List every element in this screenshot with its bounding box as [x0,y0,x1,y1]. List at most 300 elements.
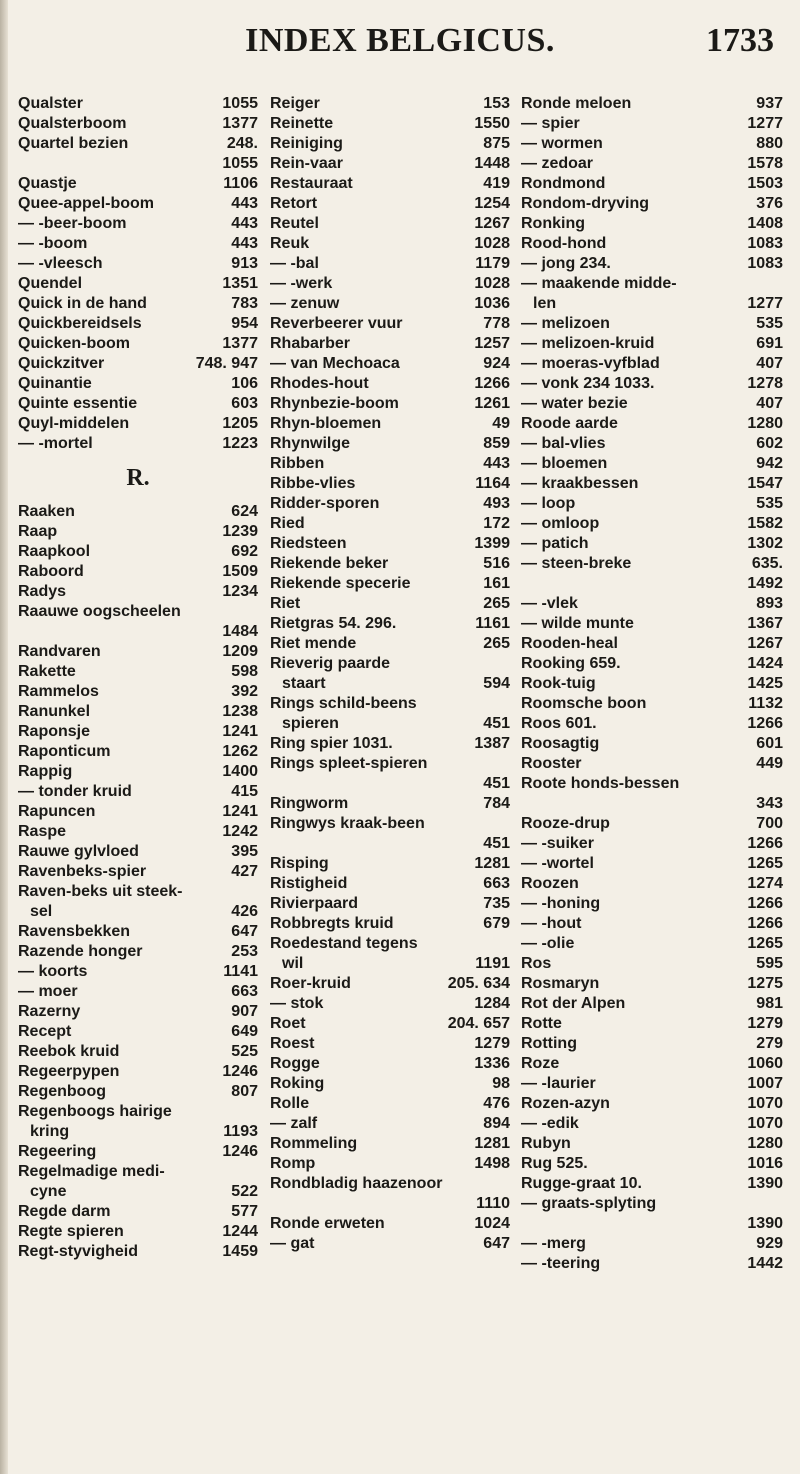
entry-term: Ronde erweten [270,1215,385,1232]
entry-term: Rondbladig haazenoor [270,1175,443,1192]
entry-page-ref: 106 [231,375,258,392]
index-entry [521,374,783,394]
entry-term: Ringwys kraak-been [270,815,425,832]
entry-page-ref: 161 [483,575,510,592]
entry-term: — -bal [270,255,319,272]
entry-page-ref: 1367 [747,615,783,632]
entry-term: — moeras-vyfblad [521,355,660,372]
index-entry [270,814,510,854]
entry-page-ref: 893 [756,595,783,612]
entry-term: — wormen [521,135,603,152]
entry-page-ref: 1265 [747,935,783,952]
entry-page-ref: 1582 [747,515,783,532]
entry-page-ref: 1193 [223,1123,258,1140]
index-entry [270,954,510,974]
index-entry [521,934,783,954]
index-entry [18,982,258,1002]
entry-term: — kraakbessen [521,475,639,492]
index-entry [270,894,510,914]
entry-page-ref: 522 [231,1183,258,1200]
index-entry [270,594,510,614]
entry-term: Ridder-sporen [270,495,380,512]
index-entry [18,782,258,802]
entry-term: Raponticum [18,743,111,760]
index-entry [270,614,510,634]
index-entry [270,694,510,714]
entry-term: Quicken-boom [18,335,131,352]
entry-page-ref: 1400 [222,763,258,780]
index-entry [18,334,258,354]
entry-term: Rammelos [18,683,99,700]
entry-term: Raaken [18,503,75,520]
entry-page-ref: 913 [231,255,258,272]
index-entry [521,1014,783,1034]
entry-page-ref: 265 [483,595,510,612]
entry-term: Quinantie [18,375,92,392]
index-entry [18,1202,258,1222]
entry-term: Roode aarde [521,415,618,432]
entry-page-ref: 1036 [474,295,510,312]
index-entry [521,1134,783,1154]
entry-term: Rotting [521,1035,577,1052]
index-entry [521,994,783,1014]
entry-page-ref: 880 [756,135,783,152]
entry-term: — bal-vlies [521,435,606,452]
index-entry [521,394,783,414]
entry-term: Rotte [521,1015,562,1032]
entry-page-ref: 635. [751,555,783,572]
entry-page-ref: 493 [483,495,510,512]
entry-term: Rietgras 54. 296. [270,615,397,632]
index-entry [521,234,783,254]
entry-page-ref: 1266 [474,375,510,392]
entry-page-ref: 1280 [747,1135,783,1152]
entry-term: — omloop [521,515,600,532]
index-entry [18,394,258,414]
entry-term: Rings spleet-spieren [270,755,428,772]
entry-term: Roze [521,1055,560,1072]
entry-page-ref: 451 [483,835,510,852]
entry-page-ref: 647 [483,1235,510,1252]
index-entry [521,154,783,174]
index-entry [270,454,510,474]
index-entry [521,214,783,234]
entry-term: — vonk 234 1033. [521,375,655,392]
index-entry [270,114,510,134]
entry-page-ref: 1265 [747,855,783,872]
entry-page-ref: 407 [756,355,783,372]
index-entry [521,1174,783,1194]
entry-page-ref: 535 [756,495,783,512]
index-entry [521,1234,783,1254]
entry-page-ref: 601 [756,735,783,752]
entry-page-ref: 1110 [476,1195,510,1212]
entry-term: Rhodes-hout [270,375,369,392]
index-entry [521,534,783,554]
entry-term: — -honing [521,895,601,912]
index-entry [270,874,510,894]
entry-term: — steen-breke [521,555,632,572]
page-header [0,22,800,62]
index-entry [18,294,258,314]
entry-page-ref: 1070 [747,1095,783,1112]
entry-term: Restauraat [270,175,353,192]
index-entry [18,1162,258,1182]
entry-term: Raapkool [18,543,91,560]
entry-page-ref: 942 [756,455,783,472]
entry-term: Ribbe-vlies [270,475,356,492]
entry-page-ref: 1266 [747,715,783,732]
index-entry [521,274,783,294]
index-entry [18,234,258,254]
entry-page-ref: 598 [231,663,258,680]
index-entry [521,954,783,974]
entry-term: — patich [521,535,589,552]
entry-term: Rondmond [521,175,606,192]
entry-term: Rooze-drup [521,815,610,832]
index-entry [18,354,258,374]
entry-page-ref: 1055 [222,155,258,172]
entry-term: Rooden-heal [521,635,618,652]
index-entry [270,94,510,114]
index-entry [521,294,783,314]
entry-term: Riedsteen [270,535,347,552]
entry-term: — loop [521,495,576,512]
entry-term: — -vlek [521,595,578,612]
entry-page-ref: 427 [231,863,258,880]
entry-page-ref: 1209 [222,643,258,660]
entry-term: Ribben [270,455,325,472]
entry-page-ref: 1578 [747,155,783,172]
entry-page-ref: 1241 [222,803,258,820]
index-entry [270,994,510,1014]
entry-page-ref: 1244 [222,1223,258,1240]
entry-page-ref: 1106 [223,175,258,192]
index-entry [18,542,258,562]
entry-page-ref: 1277 [747,295,783,312]
index-entry [18,1182,258,1202]
entry-page-ref: 449 [756,755,783,772]
index-entry [18,134,258,154]
entry-page-ref: 1164 [475,475,510,492]
entry-term: Regenboogs hairige [18,1103,172,1120]
entry-page-ref: 1246 [222,1143,258,1160]
entry-term: Quickbereidsels [18,315,142,332]
entry-page-ref: 1239 [222,523,258,540]
entry-page-ref: 1336 [474,1055,510,1072]
entry-term: Rooking 659. [521,655,621,672]
entry-term: Rooster [521,755,582,772]
entry-page-ref: 376 [756,195,783,212]
index-entry [270,854,510,874]
entry-term: Riet mende [270,635,357,652]
entry-page-ref: 1267 [474,215,510,232]
entry-term: Razende honger [18,943,143,960]
entry-term: len [533,295,557,312]
index-entry [521,1074,783,1094]
entry-term: Roet [270,1015,306,1032]
entry-term: Rolle [270,1095,310,1112]
index-entry [270,1114,510,1134]
entry-term: — stok [270,995,324,1012]
index-entry [18,174,258,194]
index-entry [270,1214,510,1234]
entry-page-ref: 647 [231,923,258,940]
index-entry [521,554,783,574]
entry-term: Rubyn [521,1135,571,1152]
index-entry [18,1062,258,1082]
entry-term: Randvaren [18,643,101,660]
index-entry [521,354,783,374]
entry-term: Rappig [18,763,73,780]
entry-term: Retort [270,195,318,212]
entry-term: Rapuncen [18,803,96,820]
index-entry [18,1122,258,1142]
entry-page-ref: 1254 [474,195,510,212]
index-entry [521,874,783,894]
index-entry [270,654,510,674]
index-entry [270,374,510,394]
entry-page-ref: 343 [756,795,783,812]
index-title: INDEX BELGICUS. [245,22,555,59]
index-entry [270,1054,510,1074]
entry-term: Reverbeerer vuur [270,315,403,332]
entry-term: Reinette [270,115,334,132]
index-entry [270,1074,510,1094]
entry-term: Rieverig paarde [270,655,391,672]
index-entry [521,594,783,614]
entry-page-ref: 516 [483,555,510,572]
entry-page-ref: 1503 [747,175,783,192]
index-entry [521,334,783,354]
entry-page-ref: 1377 [222,335,258,352]
index-entry [270,974,510,994]
entry-page-ref: 1028 [474,235,510,252]
entry-term: Riet [270,595,301,612]
index-entry [18,962,258,982]
entry-term: Rivierpaard [270,895,359,912]
entry-term: Ristigheid [270,875,348,892]
entry-page-ref: 1266 [747,895,783,912]
entry-term: — -wortel [521,855,594,872]
entry-page-ref: 929 [756,1235,783,1252]
entry-page-ref: 859 [483,435,510,452]
entry-page-ref: 1351 [222,275,258,292]
entry-page-ref: 443 [231,235,258,252]
index-entry [521,94,783,114]
entry-page-ref: 807 [231,1083,258,1100]
entry-page-ref: 248. [226,135,258,152]
entry-page-ref: 476 [483,1095,510,1112]
entry-term: Quartel bezien [18,135,129,152]
entry-term: Raspe [18,823,67,840]
index-entry [521,734,783,754]
index-entry [18,942,258,962]
index-entry [18,414,258,434]
entry-page-ref: 1223 [222,435,258,452]
index-entry [18,522,258,542]
entry-term: — zedoar [521,155,594,172]
index-entry [521,654,783,674]
entry-term: Riekende specerie [270,575,411,592]
entry-term: Rommeling [270,1135,358,1152]
entry-page-ref: 603 [231,395,258,412]
entry-term: Regelmadige medi- [18,1163,165,1180]
entry-term: Rhyn-bloemen [270,415,382,432]
index-entry [18,762,258,782]
index-entry [521,414,783,434]
index-entry [18,1102,258,1122]
entry-page-ref: 954 [231,315,258,332]
entry-term: — van Mechoaca [270,355,400,372]
entry-term: — -beer-boom [18,215,127,232]
entry-term: Raponsje [18,723,91,740]
index-entry [18,582,258,602]
section-heading [18,454,258,502]
index-entry [521,494,783,514]
entry-page-ref: 1205 [222,415,258,432]
entry-term: Rhynbezie-boom [270,395,399,412]
entry-page-ref: 894 [483,1115,510,1132]
index-entry [270,354,510,374]
entry-page-ref: 1257 [474,335,510,352]
index-entry [18,94,258,114]
index-entry [521,894,783,914]
entry-term: — -laurier [521,1075,596,1092]
index-entry [18,1082,258,1102]
entry-term: — -hout [521,915,582,932]
entry-page-ref: 1275 [747,975,783,992]
entry-page-ref: 535 [756,315,783,332]
entry-page-ref: 784 [483,795,510,812]
entry-term: staart [282,675,326,692]
entry-page-ref: 1261 [474,395,510,412]
index-entry [270,1034,510,1054]
entry-page-ref: 1484 [222,623,258,640]
index-entry [521,614,783,634]
index-entry [521,254,783,274]
entry-page-ref: 778 [483,315,510,332]
entry-page-ref: 1083 [747,255,783,272]
entry-page-ref: 443 [231,195,258,212]
entry-term: Regt-styvigheid [18,1243,139,1260]
entry-term: — -merg [521,1235,586,1252]
entry-page-ref: 205. 634 [447,975,510,992]
index-entry [18,702,258,722]
entry-term: — water bezie [521,395,628,412]
entry-page-ref: 1024 [474,1215,510,1232]
entry-term: Quickzitver [18,355,105,372]
entry-page-ref: 1238 [222,703,258,720]
index-entry [270,1134,510,1154]
index-entry [270,534,510,554]
entry-page-ref: 415 [231,783,258,800]
index-entry [18,1142,258,1162]
entry-term: Raauwe oogscheelen [18,603,181,620]
entry-page-ref: 1399 [474,535,510,552]
entry-term: Reiniging [270,135,343,152]
entry-term: Roosagtig [521,735,600,752]
book-spine-shadow [0,0,8,1474]
entry-term: Regeerpypen [18,1063,120,1080]
index-entry [18,922,258,942]
entry-term: Rondom-dryving [521,195,649,212]
index-entry [270,714,510,734]
entry-term: Roozen [521,875,579,892]
index-entry [18,682,258,702]
index-entry [18,374,258,394]
index-entry [521,454,783,474]
index-entry [521,634,783,654]
entry-page-ref: 595 [756,955,783,972]
index-entry [18,1042,258,1062]
index-entry [18,842,258,862]
entry-page-ref: 1279 [747,1015,783,1032]
index-entry [270,754,510,794]
index-entry [18,1242,258,1262]
entry-page-ref: 663 [483,875,510,892]
index-entry [18,602,258,642]
entry-page-ref: 1425 [747,675,783,692]
index-entry [270,554,510,574]
entry-term: Quendel [18,275,83,292]
index-entry [521,1194,783,1234]
entry-term: — melizoen-kruid [521,335,655,352]
entry-page-ref: 1262 [222,743,258,760]
entry-page-ref: 1055 [222,95,258,112]
index-entry [521,714,783,734]
entry-page-ref: 153 [483,95,510,112]
index-entry [521,834,783,854]
entry-term: — melizoen [521,315,610,332]
entry-page-ref: 624 [231,503,258,520]
index-entry [18,214,258,234]
entry-page-ref: 735 [483,895,510,912]
entry-term: wil [282,955,304,972]
entry-term: Ranunkel [18,703,91,720]
index-entry [521,314,783,334]
index-entry [18,194,258,214]
entry-term: Radys [18,583,67,600]
entry-term: kring [30,1123,70,1140]
index-entry [18,274,258,294]
entry-page-ref: 1377 [222,115,258,132]
index-entry [521,1154,783,1174]
entry-page-ref: 1132 [748,695,783,712]
entry-term: Roest [270,1035,315,1052]
entry-term: Regenboog [18,1083,106,1100]
entry-term: Reebok kruid [18,1043,120,1060]
entry-page-ref: 602 [756,435,783,452]
index-entry [521,1094,783,1114]
entry-page-ref: 1083 [747,235,783,252]
entry-page-ref: 981 [756,995,783,1012]
index-entry [270,154,510,174]
entry-term: — gat [270,1235,315,1252]
index-entry [521,974,783,994]
entry-page-ref: 1390 [747,1215,783,1232]
entry-page-ref: 1141 [223,963,258,980]
entry-term: Ringworm [270,795,349,812]
entry-term: — -boom [18,235,88,252]
entry-page-ref: 1302 [747,535,783,552]
entry-page-ref: 451 [483,775,510,792]
index-entry [270,634,510,654]
index-entry [270,274,510,294]
entry-term: Razerny [18,1003,81,1020]
entry-page-ref: 279 [756,1035,783,1052]
entry-page-ref: 525 [231,1043,258,1060]
